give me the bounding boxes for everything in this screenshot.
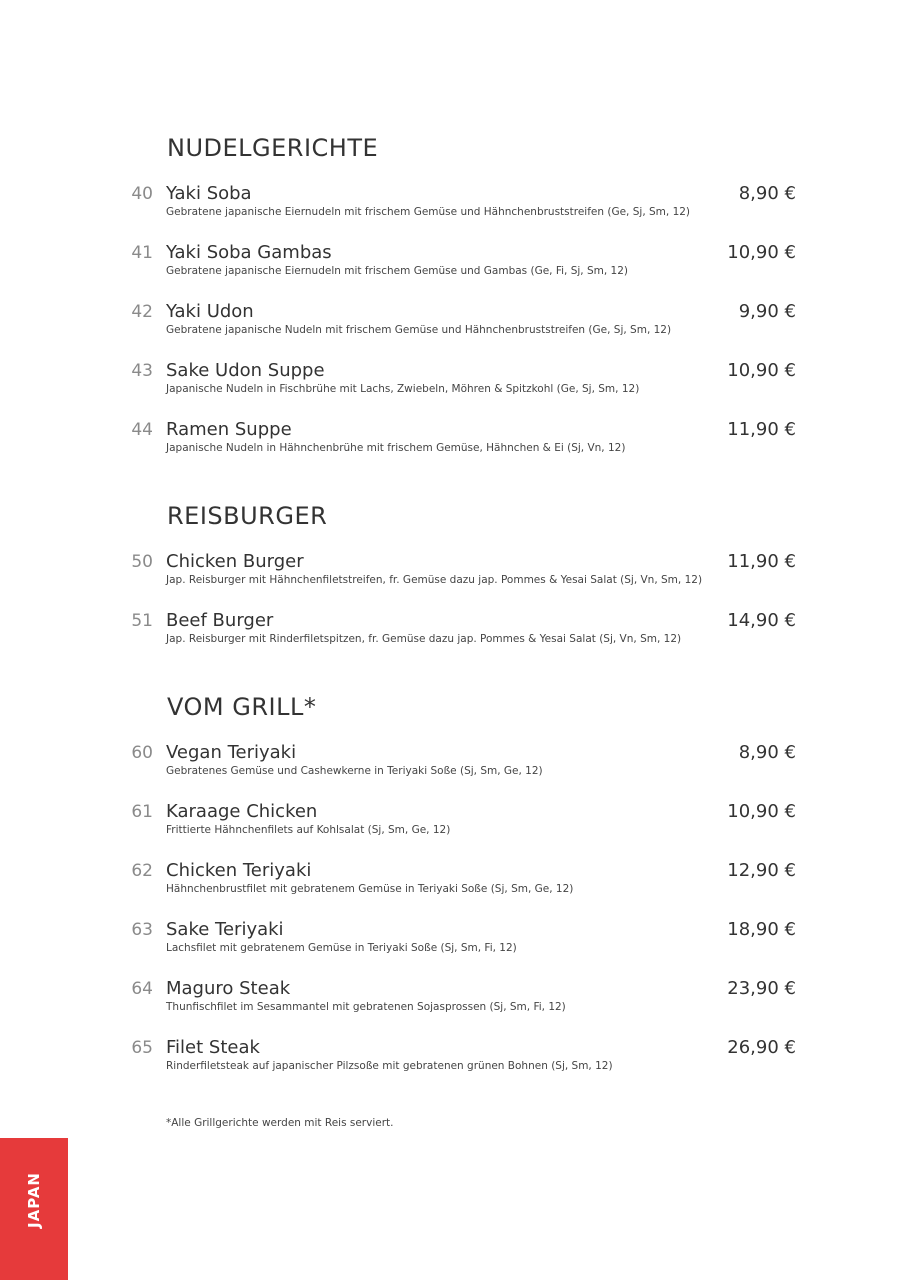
item-price: 10,90 € <box>727 360 796 381</box>
item-description: Jap. Reisburger mit Hähnchenfiletstreifen, fr. Gemüse dazu jap. Pommes & Yesai Salat (Sj, Vn, Sm, 12) <box>166 574 703 586</box>
item-name: Karaage Chicken <box>166 801 318 822</box>
menu-item <box>0 360 918 400</box>
item-price: 11,90 € <box>727 551 796 572</box>
item-number: 44 <box>131 420 153 440</box>
item-name: Filet Steak <box>166 1037 260 1058</box>
item-name: Chicken Teriyaki <box>166 860 312 881</box>
item-price: 12,90 € <box>727 860 796 881</box>
item-description: Jap. Reisburger mit Rinderfiletspitzen, fr. Gemüse dazu jap. Pommes & Yesai Salat (Sj, Vn, Sm, 12) <box>166 633 682 645</box>
menu-item <box>0 301 918 341</box>
item-number: 63 <box>131 920 153 940</box>
item-price: 10,90 € <box>727 242 796 263</box>
item-price: 8,90 € <box>738 742 796 763</box>
item-name: Sake Teriyaki <box>166 919 284 940</box>
item-name: Maguro Steak <box>166 978 291 999</box>
item-description: Japanische Nudeln in Hähnchenbrühe mit frischem Gemüse, Hähnchen & Ei (Sj, Vn, 12) <box>166 442 626 454</box>
item-price: 23,90 € <box>727 978 796 999</box>
menu-item <box>0 978 918 1018</box>
item-name: Vegan Teriyaki <box>166 742 297 763</box>
item-number: 65 <box>131 1038 153 1058</box>
item-price: 26,90 € <box>727 1037 796 1058</box>
item-number: 64 <box>131 979 153 999</box>
item-description: Gebratenes Gemüse und Cashewkerne in Teriyaki Soße (Sj, Sm, Ge, 12) <box>166 765 543 777</box>
item-price: 11,90 € <box>727 419 796 440</box>
item-name: Yaki Soba <box>166 183 252 204</box>
item-price: 10,90 € <box>727 801 796 822</box>
item-number: 60 <box>131 743 153 763</box>
item-number: 62 <box>131 861 153 881</box>
side-tab-label: JAPAN <box>25 1172 43 1228</box>
item-description: Thunfischfilet im Sesammantel mit gebratenen Sojasprossen (Sj, Sm, Fi, 12) <box>166 1001 566 1013</box>
item-description: Gebratene japanische Eiernudeln mit frischem Gemüse und Hähnchenbruststreifen (Ge, Sj, Sm, 12) <box>166 206 691 218</box>
item-name: Yaki Soba Gambas <box>166 242 332 263</box>
menu-item <box>0 610 918 650</box>
menu-item <box>0 242 918 282</box>
side-tab <box>0 1138 68 1280</box>
item-description: Japanische Nudeln in Fischbrühe mit Lachs, Zwiebeln, Möhren & Spitzkohl (Ge, Sj, Sm, 12) <box>166 383 640 395</box>
item-price: 9,90 € <box>738 301 796 322</box>
menu-item <box>0 919 918 959</box>
item-description: Rinderfiletsteak auf japanischer Pilzsoße mit gebratenen grünen Bohnen (Sj, Sm, 12) <box>166 1060 613 1072</box>
menu-item <box>0 801 918 841</box>
menu-item <box>0 551 918 591</box>
section-title-reisburger: REISBURGER <box>167 502 328 530</box>
item-number: 50 <box>131 552 153 572</box>
item-name: Ramen Suppe <box>166 419 292 440</box>
item-number: 43 <box>131 361 153 381</box>
item-number: 40 <box>131 184 153 204</box>
item-number: 51 <box>131 611 153 631</box>
item-description: Gebratene japanische Nudeln mit frischem Gemüse und Hähnchenbruststreifen (Ge, Sj, Sm, 12) <box>166 324 672 336</box>
footnote: *Alle Grillgerichte werden mit Reis serviert. <box>166 1117 394 1129</box>
item-price: 18,90 € <box>727 919 796 940</box>
section-title-nudelgerichte: NUDELGERICHTE <box>167 134 379 162</box>
section-title-vom-grill: VOM GRILL* <box>167 693 317 721</box>
menu-item <box>0 742 918 782</box>
item-description: Frittierte Hähnchenfilets auf Kohlsalat (Sj, Sm, Ge, 12) <box>166 824 451 836</box>
item-description: Gebratene japanische Eiernudeln mit frischem Gemüse und Gambas (Ge, Fi, Sj, Sm, 12) <box>166 265 628 277</box>
menu-item <box>0 1037 918 1077</box>
item-name: Sake Udon Suppe <box>166 360 325 381</box>
item-description: Lachsfilet mit gebratenem Gemüse in Teriyaki Soße (Sj, Sm, Fi, 12) <box>166 942 517 954</box>
item-price: 8,90 € <box>738 183 796 204</box>
menu-item <box>0 860 918 900</box>
item-description: Hähnchenbrustfilet mit gebratenem Gemüse in Teriyaki Soße (Sj, Sm, Ge, 12) <box>166 883 574 895</box>
item-number: 42 <box>131 302 153 322</box>
item-number: 41 <box>131 243 153 263</box>
item-number: 61 <box>131 802 153 822</box>
item-price: 14,90 € <box>727 610 796 631</box>
menu-item <box>0 183 918 223</box>
menu-item <box>0 419 918 459</box>
item-name: Chicken Burger <box>166 551 304 572</box>
item-name: Beef Burger <box>166 610 274 631</box>
item-name: Yaki Udon <box>166 301 254 322</box>
